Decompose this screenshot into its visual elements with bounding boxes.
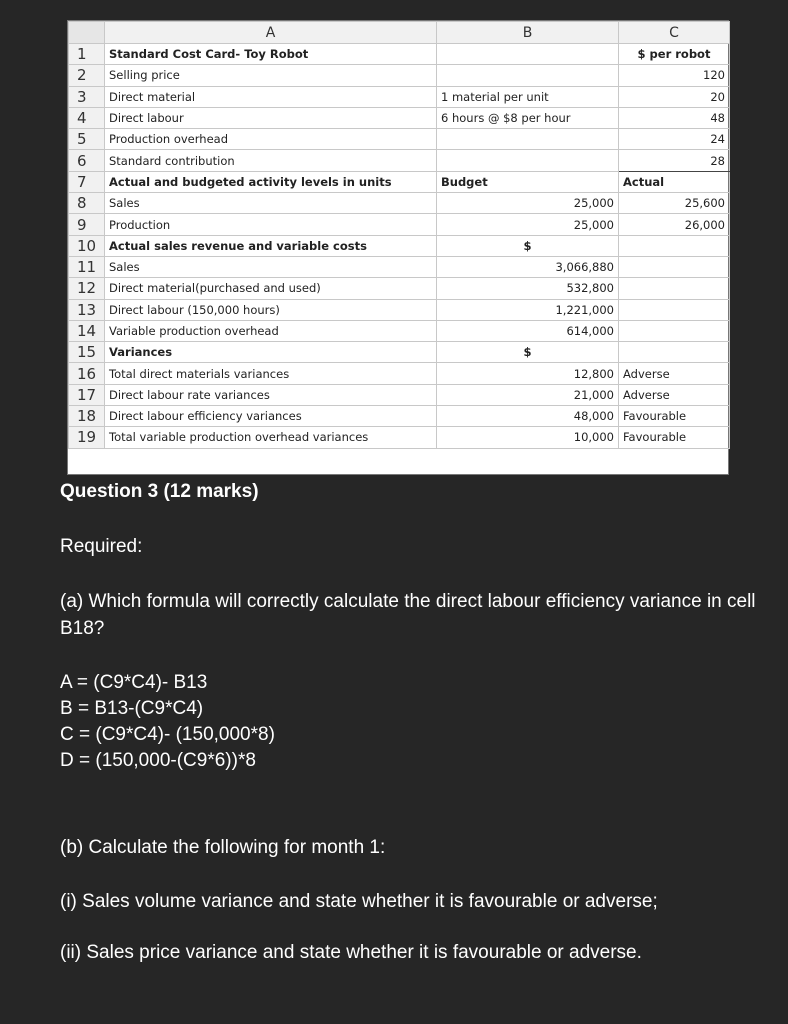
cell-a[interactable]: Production — [105, 214, 437, 235]
sheet-row — [69, 384, 730, 405]
cell-c[interactable]: 48 — [619, 107, 730, 128]
sheet-row — [69, 299, 730, 320]
column-header-b[interactable]: B — [437, 22, 619, 44]
spreadsheet-grid — [68, 21, 730, 449]
cell-a[interactable]: Sales — [105, 193, 437, 214]
cell-b[interactable]: 25,000 — [437, 193, 619, 214]
sheet-row — [69, 363, 730, 384]
cell-c[interactable]: $ per robot — [619, 44, 730, 65]
row-number[interactable]: 16 — [69, 363, 105, 384]
row-number[interactable]: 13 — [69, 299, 105, 320]
row-number[interactable]: 10 — [69, 235, 105, 256]
corner-cell[interactable] — [69, 22, 105, 44]
column-header-a[interactable]: A — [105, 22, 437, 44]
cell-a[interactable]: Direct material(purchased and used) — [105, 278, 437, 299]
sheet-row — [69, 342, 730, 363]
question-title: Question 3 (12 marks) — [60, 481, 259, 502]
cell-b[interactable] — [437, 44, 619, 65]
sheet-row — [69, 278, 730, 299]
sheet-row — [69, 235, 730, 256]
cell-a[interactable]: Standard contribution — [105, 150, 437, 171]
row-number[interactable]: 6 — [69, 150, 105, 171]
cell-a[interactable]: Direct labour rate variances — [105, 384, 437, 405]
cell-a[interactable]: Direct labour — [105, 107, 437, 128]
part-b-i-text: (i) Sales volume variance and state whether it is favourable or adverse; — [60, 891, 658, 912]
row-number[interactable]: 5 — [69, 129, 105, 150]
sheet-row — [69, 171, 730, 192]
sheet-row — [69, 86, 730, 107]
cell-b[interactable] — [437, 150, 619, 171]
option-a: A = (C9*C4)- B13 — [60, 672, 208, 693]
question-area — [60, 478, 760, 966]
cell-a[interactable]: Direct material — [105, 86, 437, 107]
cell-c[interactable]: Adverse — [619, 384, 730, 405]
sheet-row — [69, 65, 730, 86]
cell-b[interactable]: 532,800 — [437, 278, 619, 299]
column-header-row — [69, 22, 730, 44]
row-number[interactable]: 15 — [69, 342, 105, 363]
row-number[interactable]: 18 — [69, 406, 105, 427]
sheet-row — [69, 406, 730, 427]
cell-c[interactable] — [619, 256, 730, 277]
row-number[interactable]: 17 — [69, 384, 105, 405]
row-number[interactable]: 11 — [69, 256, 105, 277]
sheet-row — [69, 129, 730, 150]
cell-c[interactable] — [619, 278, 730, 299]
spreadsheet-body — [69, 44, 730, 449]
row-number[interactable]: 1 — [69, 44, 105, 65]
option-d: D = (150,000-(C9*6))*8 — [60, 750, 256, 771]
cell-a[interactable]: Variances — [105, 342, 437, 363]
part-b-text: (b) Calculate the following for month 1: — [60, 837, 386, 858]
option-c: C = (C9*C4)- (150,000*8) — [60, 724, 275, 745]
cell-c[interactable]: 28 — [619, 150, 730, 171]
row-number[interactable]: 4 — [69, 107, 105, 128]
cell-c[interactable]: Actual — [619, 171, 730, 192]
part-b-ii-text: (ii) Sales price variance and state whether it is favourable or adverse. — [60, 942, 642, 963]
cell-b[interactable]: 10,000 — [437, 427, 619, 448]
option-b: B = B13-(C9*C4) — [60, 698, 204, 719]
row-number[interactable]: 7 — [69, 171, 105, 192]
cell-b[interactable]: 25,000 — [437, 214, 619, 235]
sheet-row — [69, 107, 730, 128]
sheet-row — [69, 214, 730, 235]
sheet-row — [69, 150, 730, 171]
cell-b[interactable] — [437, 129, 619, 150]
answer-options — [60, 670, 760, 774]
cell-b[interactable]: $ — [437, 235, 619, 256]
row-number[interactable]: 8 — [69, 193, 105, 214]
row-number[interactable]: 9 — [69, 214, 105, 235]
cell-b[interactable] — [437, 65, 619, 86]
sheet-row — [69, 320, 730, 341]
cell-a[interactable]: Standard Cost Card- Toy Robot — [105, 44, 437, 65]
cell-b[interactable]: 6 hours @ $8 per hour — [437, 107, 619, 128]
sheet-row — [69, 427, 730, 448]
cell-a[interactable]: Actual sales revenue and variable costs — [105, 235, 437, 256]
cell-a[interactable]: Direct labour (150,000 hours) — [105, 299, 437, 320]
cell-b[interactable]: 1 material per unit — [437, 86, 619, 107]
column-header-c[interactable]: C — [619, 22, 730, 44]
row-number[interactable]: 12 — [69, 278, 105, 299]
cell-b[interactable]: 3,066,880 — [437, 256, 619, 277]
cell-c[interactable] — [619, 235, 730, 256]
cell-a[interactable]: Total direct materials variances — [105, 363, 437, 384]
spreadsheet — [67, 20, 729, 475]
cell-b[interactable]: 12,800 — [437, 363, 619, 384]
sheet-row — [69, 256, 730, 277]
cell-c[interactable]: Adverse — [619, 363, 730, 384]
cell-b[interactable]: 21,000 — [437, 384, 619, 405]
cell-a[interactable]: Direct labour efficiency variances — [105, 406, 437, 427]
cell-b[interactable]: Budget — [437, 171, 619, 192]
row-number[interactable]: 2 — [69, 65, 105, 86]
cell-c[interactable]: 25,600 — [619, 193, 730, 214]
cell-a[interactable]: Production overhead — [105, 129, 437, 150]
cell-c[interactable] — [619, 299, 730, 320]
cell-b[interactable]: 1,221,000 — [437, 299, 619, 320]
cell-c[interactable]: 20 — [619, 86, 730, 107]
cell-a[interactable]: Sales — [105, 256, 437, 277]
sheet-row — [69, 44, 730, 65]
cell-c[interactable]: Favourable — [619, 427, 730, 448]
cell-c[interactable]: 24 — [619, 129, 730, 150]
cell-c[interactable]: 120 — [619, 65, 730, 86]
cell-a[interactable]: Total variable production overhead variances — [105, 427, 437, 448]
cell-b[interactable]: $ — [437, 342, 619, 363]
cell-a[interactable]: Variable production overhead — [105, 320, 437, 341]
row-number[interactable]: 3 — [69, 86, 105, 107]
part-a-text: (a) Which formula will correctly calculate the direct labour efficiency variance in cell B18? — [60, 591, 756, 639]
cell-c[interactable]: Favourable — [619, 406, 730, 427]
row-number[interactable]: 14 — [69, 320, 105, 341]
sheet-row — [69, 193, 730, 214]
required-label: Required: — [60, 536, 143, 557]
cell-b[interactable]: 48,000 — [437, 406, 619, 427]
cell-b[interactable]: 614,000 — [437, 320, 619, 341]
row-number[interactable]: 19 — [69, 427, 105, 448]
cell-c[interactable] — [619, 320, 730, 341]
cell-a[interactable]: Selling price — [105, 65, 437, 86]
cell-c[interactable] — [619, 342, 730, 363]
cell-c[interactable]: 26,000 — [619, 214, 730, 235]
cell-a[interactable]: Actual and budgeted activity levels in units — [105, 171, 437, 192]
